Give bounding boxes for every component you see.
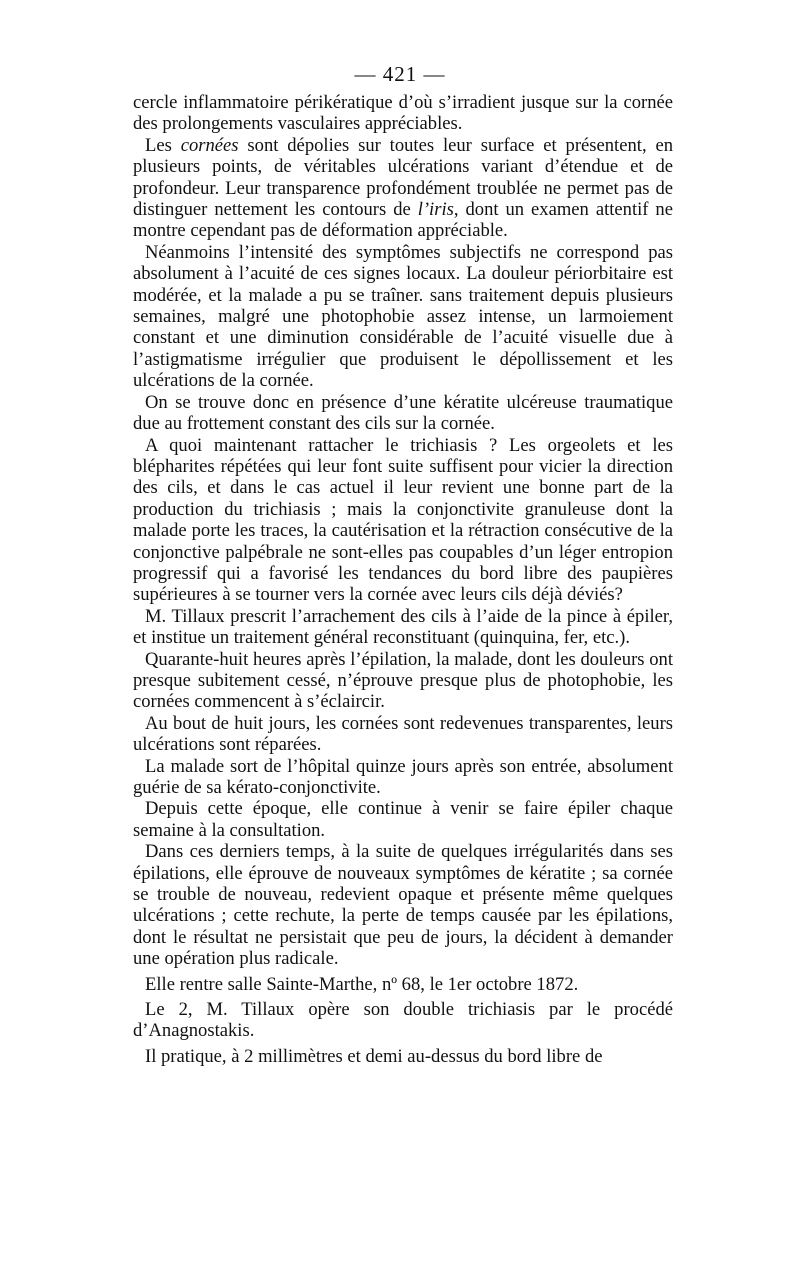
paragraph-1: cercle inflammatoire périkératique d’où s’irradient jusque sur la cornée des prolongements vasculaires appréciables. xyxy=(133,92,673,135)
paragraph-10: Depuis cette époque, elle continue à venir se faire épiler chaque semaine à la consultation. xyxy=(133,798,673,841)
paragraph-12: Elle rentre salle Sainte-Marthe, nº 68, le 1er octobre 1872. xyxy=(145,973,579,995)
paragraph-4: On se trouve donc en présence d’une kératite ulcéreuse traumatique due au frottement constant des cils sur la cornée. xyxy=(133,391,673,435)
paragraph-7: Quarante-huit heures après l’épilation, la malade, dont les douleurs ont presque subitement cessé, n’éprouve presque plus de photophobie, les cornées commencent à s’éclaircir. xyxy=(133,648,673,713)
paragraph-13: Le 2, M. Tillaux opère son double trichiasis par le procédé d’Anagnostakis. xyxy=(133,999,673,1042)
body-text xyxy=(133,92,673,1067)
paragraph-6: M. Tillaux prescrit l’arrachement des cils à l’aide de la pince à épiler, et institue un traitement général reconstituant (quinquina, fer, etc.). xyxy=(133,605,673,649)
paragraph-8: Au bout de huit jours, les cornées sont redevenues transparentes, leurs ulcérations sont réparées. xyxy=(133,712,673,756)
page-number: — 421 — xyxy=(354,62,446,86)
paragraph-5: A quoi maintenant rattacher le trichiasis ? Les orgeolets et les blépharites répétées qui leur font suite suffisent pour vicier la direction des cils, et dans le cas actuel il leur revient une bonne part de la production du trichiasis ; mais la conjonctivite granuleuse dont la malade porte les traces, la cautérisation et la rétraction consécutive de la conjonctive palpébrale ne sont-elles pas coupables d’un léger entropion progressif qui a favorisé les tendances du bord libre des paupières supérieures à se tourner vers la cornée avec leurs cils déjà déviés? xyxy=(133,434,673,606)
paragraph-11: Dans ces derniers temps, à la suite de quelques irrégularités dans ses épilations, elle éprouve de nouveaux symptômes de kératite ; sa cornée se trouble de nouveau, redevient opaque et présente même quelques ulcérations ; cette rechute, la perte de temps causée par les épilations, dont le résultat ne persistait que peu de jours, la décident à demander une opération plus radicale. xyxy=(133,841,673,970)
paragraph-14: Il pratique, à 2 millimètres et demi au-dessus du bord libre de xyxy=(145,1045,603,1067)
paragraph-2: Les cornées sont dépolies sur toutes leur surface et présentent, en plusieurs points, de véritables ulcérations variant d’étendue et de profondeur. Leur transparence profondément troublée ne permet pas de distinguer nettement les contours de l’iris, dont un examen attentif ne montre cependant pas de déformation appréciable. xyxy=(133,134,674,242)
paragraph-3: Néanmoins l’intensité des symptômes subjectifs ne correspond pas absolument à l’acuité de ces signes locaux. La douleur périorbitaire est modérée, et la malade a pu se traîner. sans traitement depuis plusieurs semaines, malgré une photophobie assez intense, un larmoiement constant et une diminution considérable de l’acuité visuelle due à l’astigmatisme irrégulier que produisent le dépollissement et les ulcérations de la cornée. xyxy=(133,241,673,392)
paragraph-9: La malade sort de l’hôpital quinze jours après son entrée, absolument guérie de sa kérato-conjonctivite. xyxy=(133,755,673,798)
